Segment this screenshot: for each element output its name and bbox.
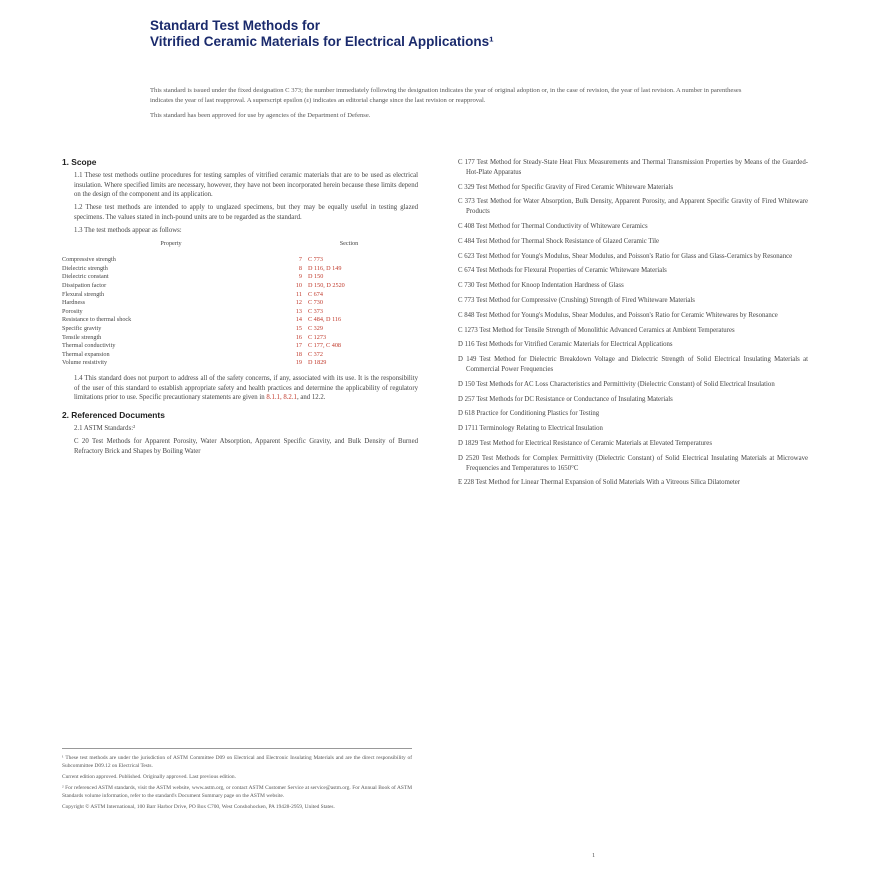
- table-row: [62, 308, 418, 317]
- section-number[interactable]: 10: [295, 281, 302, 289]
- scope-1-3: 1.3 The test methods appear as follows:: [74, 226, 182, 234]
- property-table: [62, 239, 418, 368]
- table-col-property: Property: [160, 239, 182, 247]
- reference-item[interactable]: C 773 Test Method for Compressive (Crushing) Strength of Fired Whiteware Materials: [458, 296, 695, 304]
- title-line-2: Vitrified Ceramic Materials for Electrical Applications¹: [150, 34, 494, 49]
- scope-1-4-text: 1.4 This standard does not purport to address all of the safety concerns, if any, associated with its use. It is the responsibility of the user of this standard to establish appropriate safety and health practices and determine the applicability of regulatory limitations prior to use. Specific precautionary statements are given in: [74, 374, 418, 402]
- reference-item[interactable]: C 623 Test Method for Young's Modulus, Shear Modulus, and Poisson's Ratio for Glass and Glass-Ceramics by Resonance: [458, 252, 793, 260]
- reference-item[interactable]: D 618 Practice for Conditioning Plastics for Testing: [458, 410, 600, 418]
- astm-reference[interactable]: C 730: [308, 299, 323, 307]
- table-row: [62, 256, 418, 265]
- reference-item[interactable]: D 257 Test Methods for DC Resistance or Conductance of Insulating Materials: [458, 395, 673, 403]
- table-row: [62, 316, 418, 325]
- astm-reference[interactable]: C 329: [308, 324, 323, 332]
- document-header: [150, 18, 790, 50]
- approval-note: This standard has been approved for use by agencies of the Department of Defense.: [150, 112, 371, 120]
- section-number[interactable]: 7: [298, 256, 302, 264]
- footnote-2: ² For referenced ASTM standards, visit the ASTM website, www.astm.org, or contact ASTM Customer Service at service@astm.org. For Annual Book of ASTM Standards volume information, refer to the standard's Document Summary page on the ASTM website.: [62, 785, 412, 799]
- reference-item[interactable]: D 1829 Test Method for Electrical Resistance of Ceramic Materials at Elevated Temperatures: [458, 439, 712, 447]
- property-name: Thermal conductivity: [62, 342, 116, 350]
- table-row: [62, 282, 418, 291]
- section-number[interactable]: 16: [295, 333, 302, 341]
- section-number[interactable]: 9: [298, 273, 302, 281]
- section-number[interactable]: 12: [295, 299, 302, 307]
- ref-heading: 2. Referenced Documents: [62, 410, 165, 421]
- astm-reference[interactable]: C 177, C 408: [308, 342, 342, 350]
- reference-item[interactable]: D 116 Test Methods for Vitrified Ceramic Materials for Electrical Applications: [458, 341, 673, 349]
- section-number[interactable]: 11: [296, 290, 302, 298]
- property-name: Porosity: [62, 307, 83, 315]
- table-row: [62, 359, 418, 368]
- section-number[interactable]: 17: [295, 342, 302, 350]
- table-row: [62, 351, 418, 360]
- property-name: Dielectric constant: [62, 273, 109, 281]
- property-name: Dissipation factor: [62, 281, 107, 289]
- astm-reference[interactable]: C 674: [308, 290, 323, 298]
- astm-reference[interactable]: D 150, D 2520: [308, 281, 345, 289]
- reference-item[interactable]: C 373 Test Method for Water Absorption, Bulk Density, Apparent Porosity, and Apparent Specific Gravity of Fired Whiteware Products: [458, 198, 808, 216]
- reference-item[interactable]: C 730 Test Method for Knoop Indentation Hardness of Glass: [458, 282, 624, 290]
- reference-item[interactable]: C 674 Test Methods for Flexural Properties of Ceramic Whiteware Materials: [458, 267, 667, 275]
- reference-item[interactable]: D 2520 Test Methods for Complex Permittivity (Dielectric Constant) of Solid Electrical Insulating Materials at Microwave Frequencies and Temperatures to 1650°C: [458, 454, 808, 472]
- ref-c20: C 20 Test Methods for Apparent Porosity, Water Absorption, Apparent Specific Gravity, and Bulk Density of Burned Refractory Brick and Shapes by Boiling Water: [74, 437, 418, 455]
- ref-2-1: 2.1 ASTM Standards:²: [74, 425, 136, 433]
- property-name: Compressive strength: [62, 256, 116, 264]
- section-number[interactable]: 19: [295, 359, 302, 367]
- astm-reference[interactable]: C 372: [308, 350, 323, 358]
- section-number[interactable]: 15: [295, 324, 302, 332]
- designation-intro: [150, 86, 750, 121]
- scope-1-4: [62, 374, 418, 403]
- astm-reference[interactable]: D 1829: [308, 359, 327, 367]
- astm-reference[interactable]: D 150: [308, 273, 324, 281]
- astm-reference[interactable]: C 1273: [308, 333, 327, 341]
- scope-1-4-end: , and 12.2.: [296, 394, 326, 402]
- intro-text: This standard is issued under the fixed designation C 373; the number immediately following the designation indicates the year of original adoption or, in the case of revision, the year of last revision. A number in parentheses indicates the year of last reapproval. A superscript epsilon (ε) indicates an editorial change since the last revision or reapproval.: [150, 87, 742, 104]
- reference-item[interactable]: C 1273 Test Method for Tensile Strength of Monolithic Advanced Ceramics at Ambient Temperatures: [458, 326, 735, 334]
- property-name: Hardness: [62, 299, 86, 307]
- property-name: Specific gravity: [62, 324, 102, 332]
- astm-reference[interactable]: D 116, D 149: [308, 264, 342, 272]
- section-number[interactable]: 13: [295, 307, 302, 315]
- table-col-section: Section: [339, 239, 359, 247]
- page-number: 1: [592, 852, 596, 859]
- property-name: Thermal expansion: [62, 350, 110, 358]
- footnote-1b: Current edition approved. Published. Originally approved. Last previous edition.: [62, 774, 236, 780]
- property-name: Volume resistivity: [62, 359, 108, 367]
- left-column: [62, 158, 418, 459]
- property-name: Resistance to thermal shock: [62, 316, 132, 324]
- reference-item[interactable]: D 150 Test Methods for AC Loss Characteristics and Permittivity (Dielectric Constant) of Solid Electrical Insulation: [458, 380, 775, 388]
- reference-item[interactable]: C 484 Test Method for Thermal Shock Resistance of Glazed Ceramic Tile: [458, 237, 660, 245]
- table-row: [62, 299, 418, 308]
- table-row: [62, 342, 418, 351]
- table-row: [62, 334, 418, 343]
- copyright-line: Copyright © ASTM International, 100 Barr Harbor Drive, PO Box C700, West Conshohocken, PA 19428-2959, United States.: [62, 804, 335, 810]
- footnotes: [62, 748, 412, 814]
- reference-item[interactable]: C 329 Test Method for Specific Gravity of Fired Ceramic Whiteware Materials: [458, 183, 674, 191]
- astm-reference[interactable]: C 773: [308, 256, 323, 264]
- footnote-1: ¹ These test methods are under the jurisdiction of ASTM Committee D09 on Electrical and Electronic Insulating Materials and are the direct responsibility of Subcommittee D09.12 on Electrical Tests.: [62, 755, 412, 769]
- reference-item[interactable]: C 177 Test Method for Steady-State Heat Flux Measurements and Thermal Transmission Properties by Means of the Guarded-Hot-Plate Apparatus: [458, 159, 808, 176]
- astm-reference[interactable]: C 484, D 116: [308, 316, 342, 324]
- section-number[interactable]: 8: [298, 264, 302, 272]
- property-name: Flexural strength: [62, 290, 105, 298]
- table-row: [62, 291, 418, 300]
- reference-item[interactable]: C 408 Test Method for Thermal Conductivity of Whiteware Ceramics: [458, 222, 648, 230]
- reference-item[interactable]: D 149 Test Method for Dielectric Breakdown Voltage and Dielectric Strength of Solid Electrical Insulating Materials at Commercial Power Frequencies: [458, 356, 808, 373]
- table-row: [62, 273, 418, 282]
- property-name: Tensile strength: [62, 333, 102, 341]
- scope-1-2: 1.2 These test methods are intended to apply to unglazed specimens, but they may be equally useful in testing glazed specimens. The values stated in inch-pound units are to be regarded as the standard.: [74, 204, 418, 221]
- table-row: [62, 325, 418, 334]
- table-row: [62, 265, 418, 274]
- reference-item[interactable]: E 228 Test Method for Linear Thermal Expansion of Solid Materials With a Vitreous Silica Dilatometer: [458, 479, 741, 487]
- scope-1-1: 1.1 These test methods outline procedures for testing samples of vitrified ceramic materials that are to be used as electrical insulation. Where specified limits are necessary, however, they have not been incorporated herein because these limits depend on the design of the component and its application.: [74, 171, 418, 199]
- scope-heading: 1. Scope: [62, 157, 97, 167]
- right-column: [458, 158, 808, 493]
- section-number[interactable]: 18: [295, 350, 302, 358]
- title-line-1: Standard Test Methods for: [150, 18, 321, 33]
- reference-item[interactable]: C 848 Test Method for Young's Modulus, Shear Modulus, and Poisson's Ratio for Ceramic Whitewares by Resonance: [458, 311, 778, 319]
- reference-item[interactable]: D 1711 Terminology Relating to Electrical Insulation: [458, 425, 603, 433]
- section-number[interactable]: 14: [295, 316, 302, 324]
- scope-1-4-ref[interactable]: 8.1.1, 8.2.1: [266, 394, 297, 402]
- astm-reference[interactable]: C 373: [308, 307, 323, 315]
- property-name: Dielectric strength: [62, 264, 108, 272]
